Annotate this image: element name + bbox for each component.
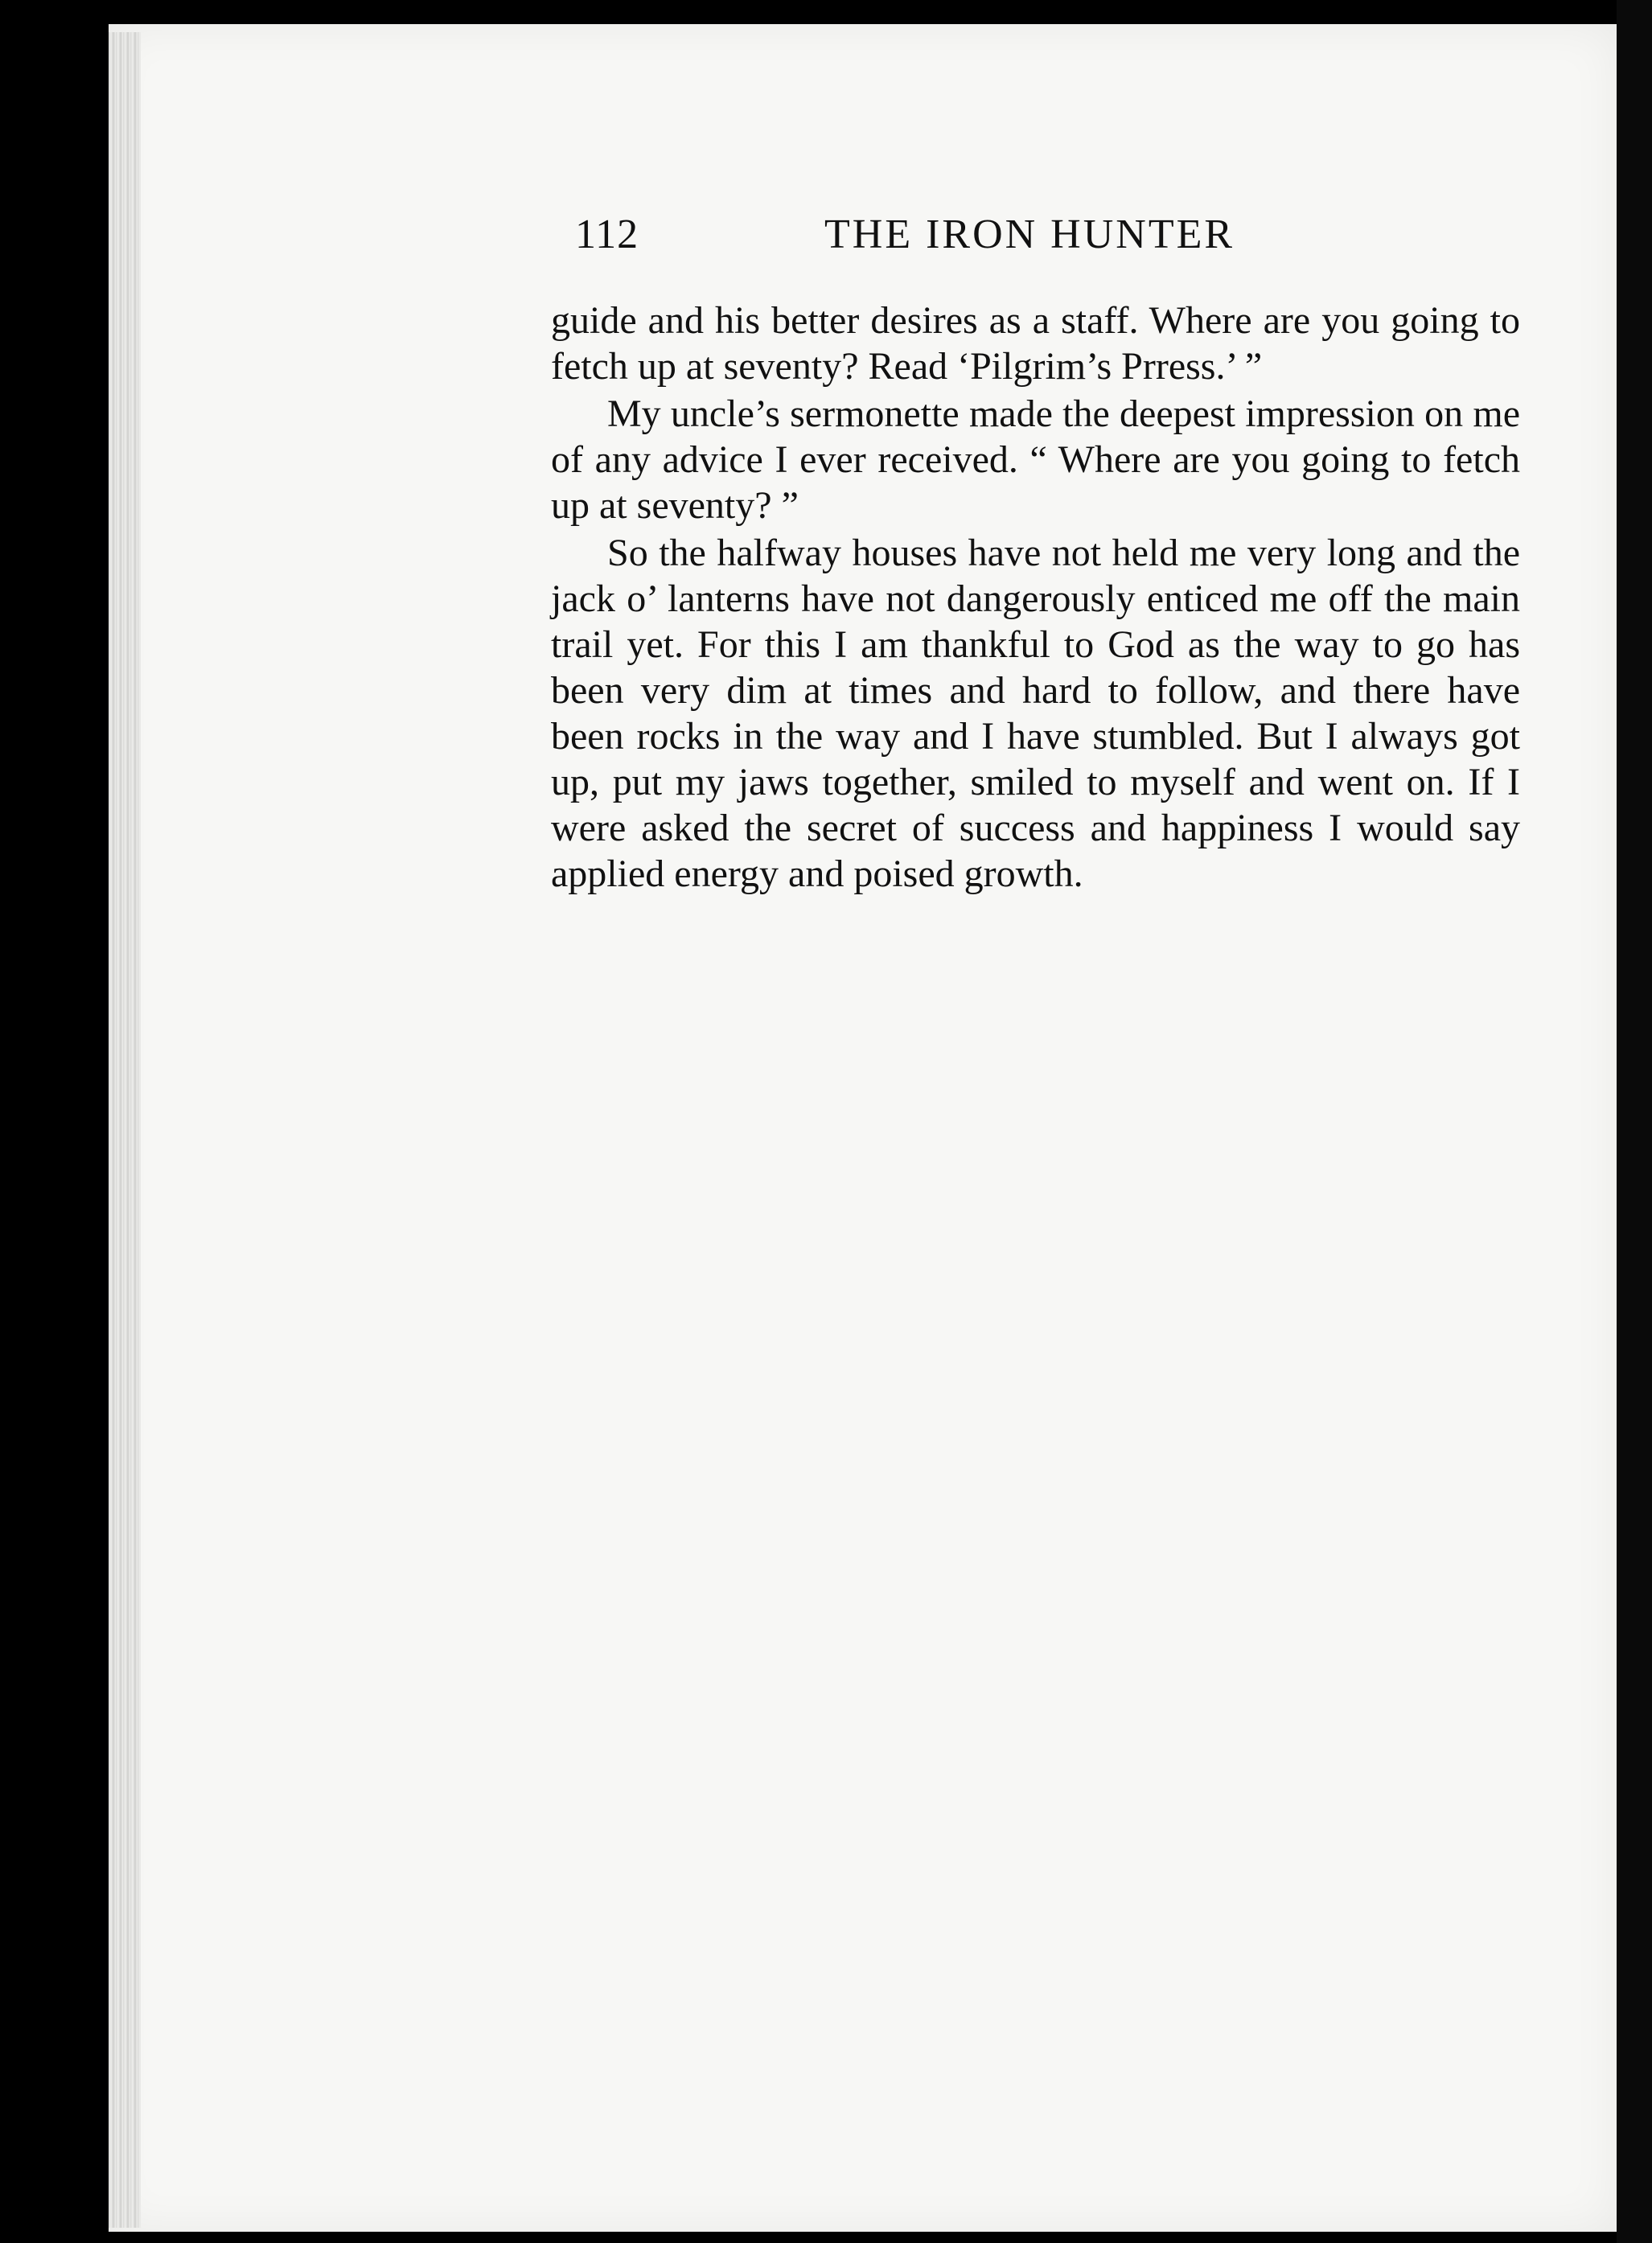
paragraph-2: My uncle’s sermonette made the deepest impression on me of any advice I ever received. “ Where are you going to fetch up at seventy? ” xyxy=(551,392,1520,527)
book-cover-edge xyxy=(1617,0,1652,2243)
paragraph-1: guide and his better desires as a staff. Where are you going to fetch up at seventy? Read ‘Pilgrim’s Prress.’ ” xyxy=(551,299,1520,388)
page-header xyxy=(575,211,1267,267)
paragraph-3: So the halfway houses have not held me very long and the jack o’ lanterns have not dangerously enticed me off the main trail yet. For this I am thankful to God as the way to go has been very dim at times and hard to follow, and there have been rocks in the way and I have stumbled. But I always got up, put my jaws together, smiled to myself and went on. If I were asked the secret of success and happiness I would say applied energy and poised growth. xyxy=(551,532,1520,895)
running-title: THE IRON HUNTER xyxy=(824,212,1235,257)
body-text xyxy=(551,298,1520,898)
page-number: 112 xyxy=(575,212,639,257)
page-edge xyxy=(109,32,141,2228)
